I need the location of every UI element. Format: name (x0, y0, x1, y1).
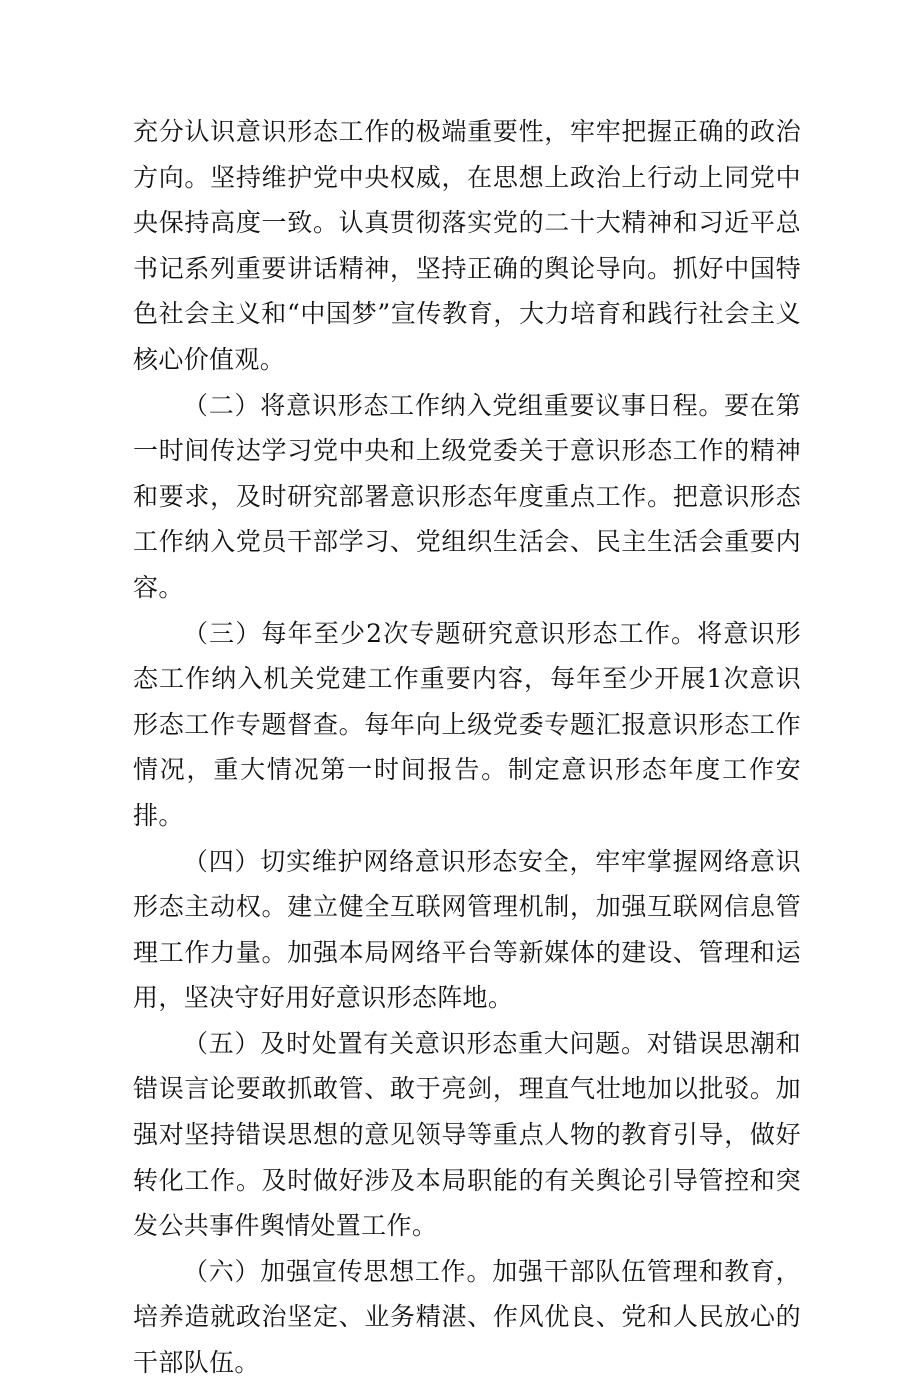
paragraph-item-4: （四）切实维护网络意识形态安全，牢牢掌握网络意识形态主动权。建立健全互联网管理机制，加强互联网信息管理工作力量。加强本局网络平台等新媒体的建设、管理和运用，坚决守好用好意识形态阵地。 (133, 846, 801, 1013)
paragraph-item-3: （三）每年至少2次专题研究意识形态工作。将意识形态工作纳入机关党建工作重要内容，每年至少开展1次意识形态工作专题督查。每年向上级党委专题汇报意识形态工作情况，重大情况第一时间报告。制定意识形态年度工作安排。 (133, 618, 801, 830)
paragraph-item-6: （六）加强宣传思想工作。加强干部队伍管理和教育，培养造就政治坚定、业务精湛、作风优良、党和人民放心的干部队伍。 (133, 1256, 801, 1378)
paragraph-item-5: （五）及时处置有关意识形态重大问题。对错误思潮和错误言论要敢抓敢管、敢于亮剑，理直气壮地加以批驳。加强对坚持错误思想的意见领导等重点人物的教育引导，做好转化工作。及时做好涉及本局职能的有关舆论引导管控和突发公共事件舆情处置工作。 (133, 1028, 801, 1241)
document-body (133, 109, 801, 1386)
paragraph-item-2: （二）将意识形态工作纳入党组重要议事日程。要在第一时间传达学习党中央和上级党委关于意识形态工作的精神和要求，及时研究部署意识形态年度重点工作。把意识形态工作纳入党员干部学习、党组织生活会、民主生活会重要内容。 (133, 390, 801, 602)
paragraph-continuation: 充分认识意识形态工作的极端重要性，牢牢把握正确的政治方向。坚持维护党中央权威，在思想上政治上行动上同党中央保持高度一致。认真贯彻落实党的二十大精神和习近平总书记系列重要讲话精神，坚持正确的舆论导向。抓好中国特色社会主义和“中国梦”宣传教育，大力培育和践行社会主义核心价值观。 (133, 117, 801, 374)
